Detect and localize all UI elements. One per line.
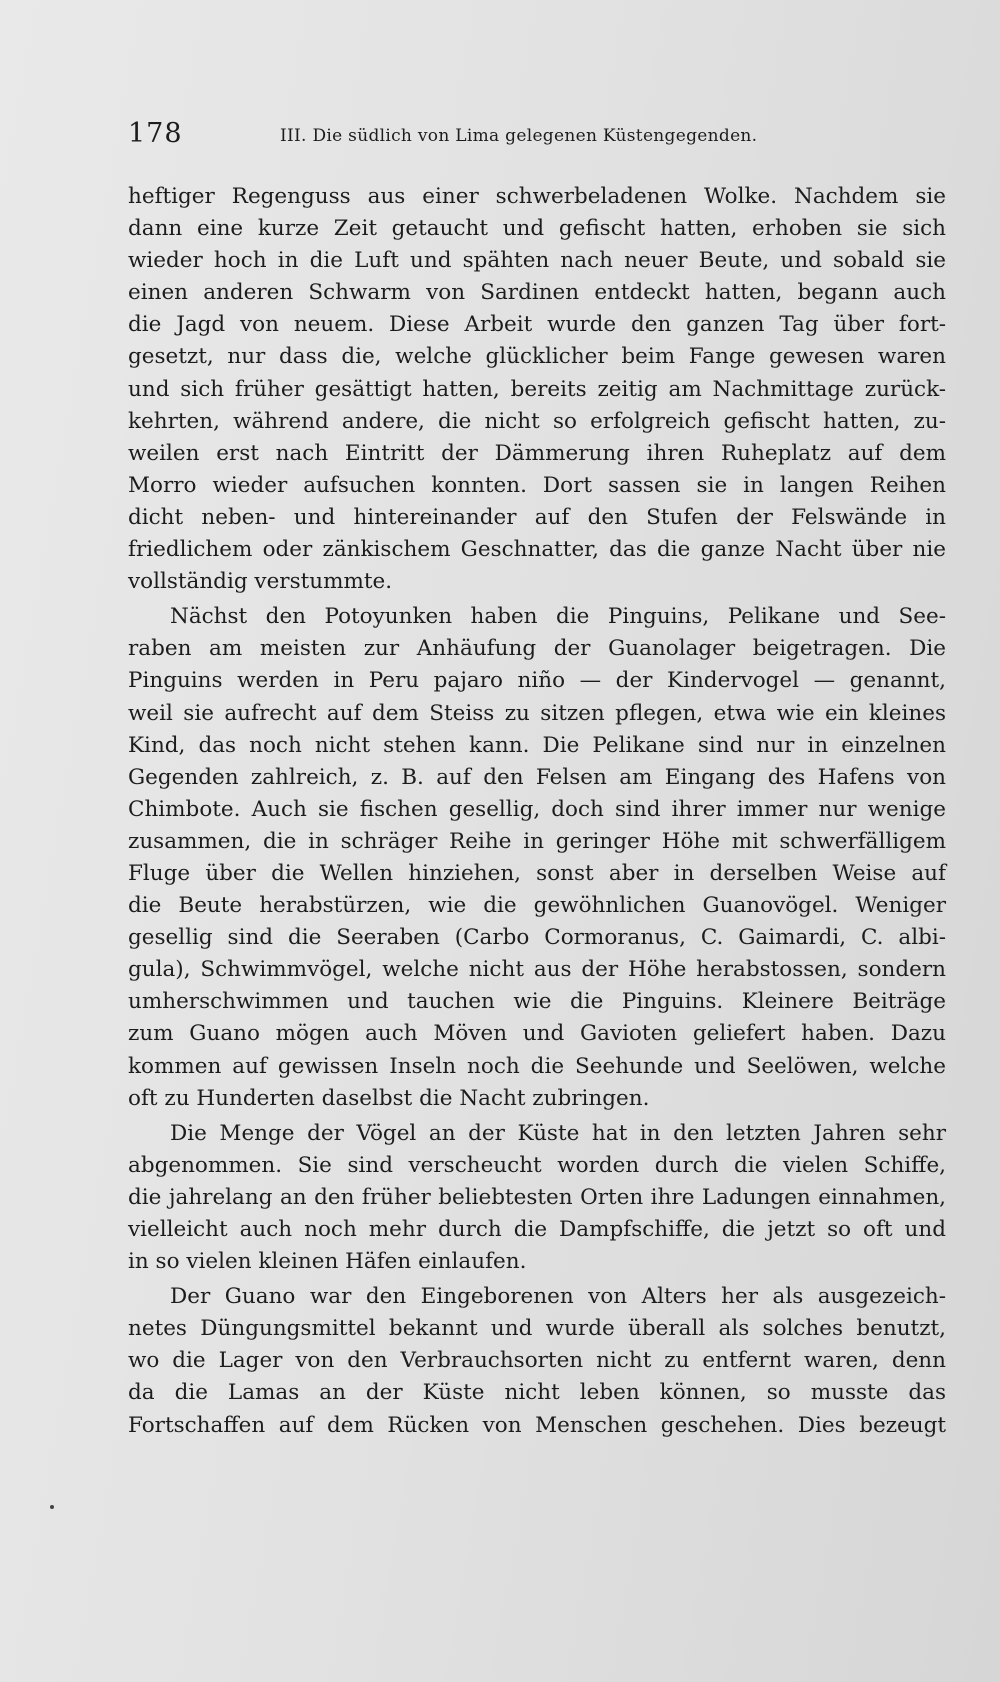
paragraph xyxy=(128,601,946,1115)
text-line: wieder hoch in die Luft und spähten nach neuer Beute, und sobald sie xyxy=(128,248,946,274)
text-line: und sich früher gesättigt hatten, bereits zeitig am Nachmittage zurück- xyxy=(128,376,946,402)
text-line: da die Lamas an der Küste nicht leben können, so musste das xyxy=(128,1380,946,1406)
text-line: Der Guano war den Eingeborenen von Alters her als ausgezeich- xyxy=(170,1284,946,1310)
paragraph xyxy=(128,181,946,598)
paragraph xyxy=(128,1281,946,1441)
text-line: vollständig verstummte. xyxy=(128,569,393,595)
text-line: Pinguins werden in Peru pajaro niño — der Kindervogel — genannt, xyxy=(128,668,946,694)
text-line: oft zu Hunderten daselbst die Nacht zubringen. xyxy=(128,1085,650,1111)
text-line: kehrten, während andere, die nicht so erfolgreich gefischt hatten, zu- xyxy=(128,408,946,434)
text-line: netes Düngungsmittel bekannt und wurde überall als solches benutzt, xyxy=(128,1316,946,1342)
text-line: Fortschaffen auf dem Rücken von Menschen geschehen. Dies bezeugt xyxy=(128,1412,946,1438)
text-line: wo die Lager von den Verbrauchsorten nicht zu entfernt waren, denn xyxy=(128,1348,946,1374)
text-line: Chimbote. Auch sie fischen gesellig, doch sind ihrer immer nur wenige xyxy=(128,796,946,822)
text-line: kommen auf gewissen Inseln noch die Seehunde und Seelöwen, welche xyxy=(128,1053,946,1079)
body-text xyxy=(128,181,946,1442)
text-line: in so vielen kleinen Häfen einlaufen. xyxy=(128,1249,527,1275)
text-line: abgenommen. Sie sind verscheucht worden durch die vielen Schiffe, xyxy=(128,1152,946,1178)
page-number: 178 xyxy=(128,118,183,149)
text-line: Die Menge der Vögel an der Küste hat in den letzten Jahren sehr xyxy=(170,1120,946,1146)
text-line: raben am meisten zur Anhäufung der Guanolager beigetragen. Die xyxy=(128,636,946,662)
text-line: die Jagd von neuem. Diese Arbeit wurde den ganzen Tag über fort- xyxy=(128,312,946,338)
text-line: einen anderen Schwarm von Sardinen entdeckt hatten, begann auch xyxy=(128,280,946,306)
text-line: weil sie aufrecht auf dem Steiss zu sitzen pflegen, etwa wie ein kleines xyxy=(128,700,946,726)
text-line: vielleicht auch noch mehr durch die Dampfschiffe, die jetzt so oft und xyxy=(128,1217,946,1242)
text-line: umherschwimmen und tauchen wie die Pinguins. Kleinere Beiträge xyxy=(128,989,946,1015)
text-line: heftiger Regenguss aus einer schwerbeladenen Wolke. Nachdem sie xyxy=(128,184,946,209)
text-line: Morro wieder aufsuchen konnten. Dort sassen sie in langen Reihen xyxy=(128,472,946,498)
text-line: die jahrelang an den früher beliebtesten Orten ihre Ladungen einnahmen, xyxy=(128,1184,946,1210)
text-line: zum Guano mögen auch Möven und Gavioten geliefert haben. Dazu xyxy=(128,1021,946,1047)
text-line: weilen erst nach Eintritt der Dämmerung ihren Ruheplatz auf dem xyxy=(128,440,946,466)
text-line: Gegenden zahlreich, z. B. auf den Felsen am Eingang des Hafens von xyxy=(128,764,946,790)
text-line: gesetzt, nur dass die, welche glücklicher beim Fange gewesen waren xyxy=(128,344,946,370)
running-title: III. Die südlich von Lima gelegenen Küstengegenden. xyxy=(280,126,758,146)
text-line: Fluge über die Wellen hinziehen, sonst aber in derselben Weise auf xyxy=(128,860,946,886)
paragraph xyxy=(128,1118,946,1278)
text-line: Kind, das noch nicht stehen kann. Die Pelikane sind nur in einzelnen xyxy=(128,732,946,758)
text-line: zusammen, die in schräger Reihe in geringer Höhe mit schwerfälligem xyxy=(128,828,946,854)
text-line: die Beute herabstürzen, wie die gewöhnlichen Guanovögel. Weniger xyxy=(128,893,946,919)
text-line: friedlichem oder zänkischem Geschnatter, das die ganze Nacht über nie xyxy=(128,537,946,563)
text-line: gesellig sind die Seeraben (Carbo Cormoranus, C. Gaimardi, C. albi- xyxy=(128,925,946,951)
text-line: gula), Schwimmvögel, welche nicht aus der Höhe herabstossen, sondern xyxy=(128,957,946,983)
text-line: Nächst den Potoyunken haben die Pinguins, Pelikane und See- xyxy=(170,604,946,630)
text-line: dann eine kurze Zeit getaucht und gefischt hatten, erhoben sie sich xyxy=(128,216,946,242)
page-header xyxy=(128,118,828,158)
text-line: dicht neben- und hintereinander auf den Stufen der Felswände in xyxy=(128,504,946,530)
paper-speck xyxy=(50,1505,54,1509)
